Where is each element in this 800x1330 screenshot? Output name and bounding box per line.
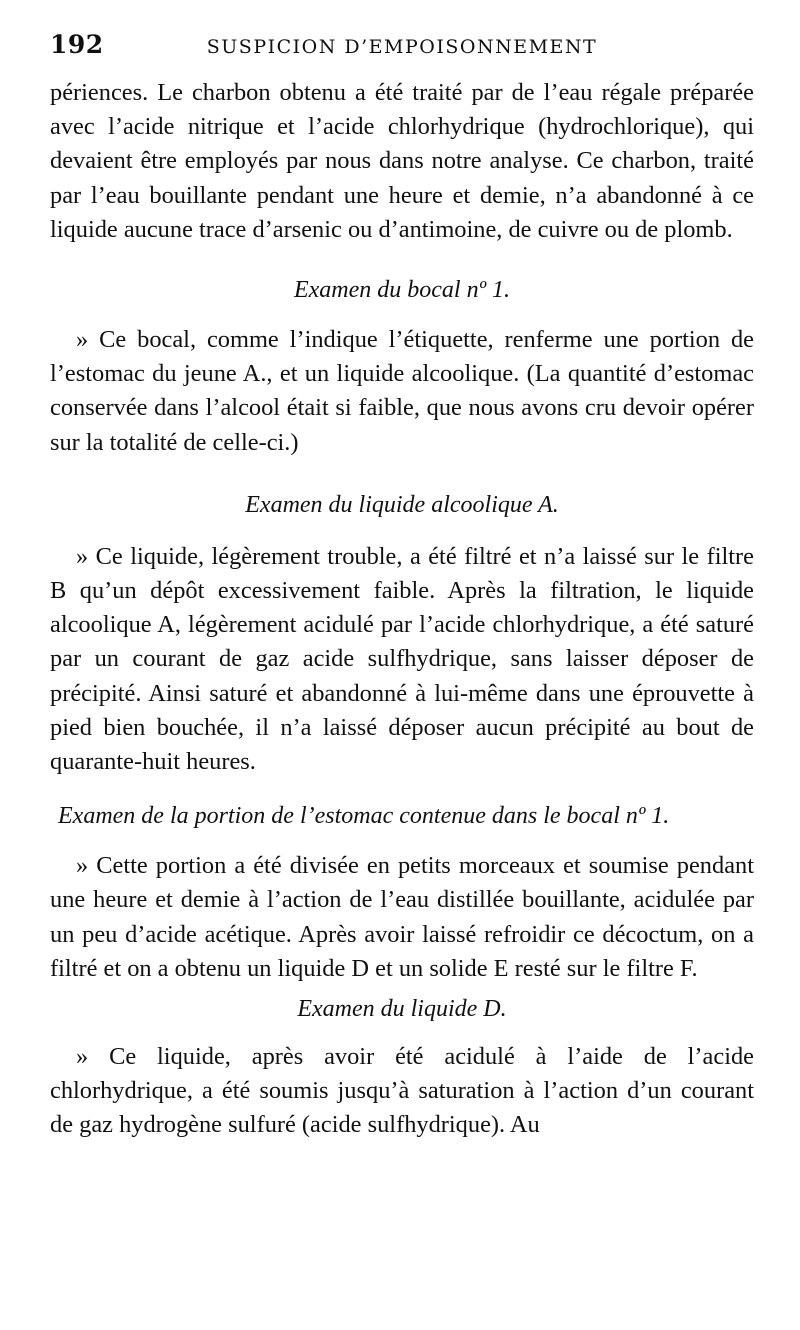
heading-examen-bocal: Examen du bocal nº 1.	[293, 277, 511, 304]
page-number: 192	[50, 30, 104, 59]
running-title: SUSPICION D’EMPOISONNEMENT	[206, 36, 598, 58]
paragraph-intro: périences. Le charbon obtenu a été traité par de l’eau régale préparée avec l’acide nitrique et l’acide chlorhydrique (hydrochlorique), qui devaient être employés par nous dans notre analyse. Ce charbon, traité par l’eau bouillante pendant une heure et demie, n’a abandonné à ce liquide aucune trace d’arsenic ou d’antimoine, de cuivre ou de plomb.	[50, 79, 754, 243]
heading-examen-liquide-alcoolique: Examen du liquide alcoolique A.	[245, 491, 559, 518]
paragraph-portion-estomac: » Cette portion a été divisée en petits morceaux et soumise pendant une heure et demie à l’action de l’eau distillée bouillante, acidulée par un peu d’acide acétique. Après avoir laissé refroidir ce décoctum, on a filtré et on a obtenu un liquide D et un solide E resté sur le filtre F.	[50, 852, 754, 982]
paragraph-bocal: » Ce bocal, comme l’indique l’étiquette, renferme une portion de l’estomac du jeune A., et un liquide alcoolique. (La quantité d’estomac conservée dans l’alcool était si faible, que nous avons cru devoir opérer sur la totalité de celle-ci.)	[50, 326, 754, 456]
paragraph-liquide-d: » Ce liquide, après avoir été acidulé à l’aide de l’acide chlorhydrique, a été soumis jusqu’à saturation à l’action d’un courant de gaz hydrogène sulfuré (acide sulfhydrique). Au	[50, 1043, 754, 1139]
page-header	[50, 30, 754, 70]
page-body	[50, 76, 754, 1143]
heading-examen-liquide-d: Examen du liquide D.	[297, 996, 507, 1023]
heading-examen-portion-estomac: Examen de la portion de l’estomac contenue dans le bocal nº 1.	[58, 803, 670, 830]
paragraph-liquide-alcoolique: » Ce liquide, légèrement trouble, a été filtré et n’a laissé sur le filtre B qu’un dépôt excessivement faible. Après la filtration, le liquide alcoolique A, légèrement acidulé par l’acide chlorhydrique, a été saturé par un courant de gaz acide sulfhydrique, sans laisser déposer de précipité. Ainsi saturé et abandonné à lui-même dans une éprouvette à pied bien bouchée, il n’a laissé déposer aucun précipité au bout de quarante-huit heures.	[50, 542, 754, 776]
